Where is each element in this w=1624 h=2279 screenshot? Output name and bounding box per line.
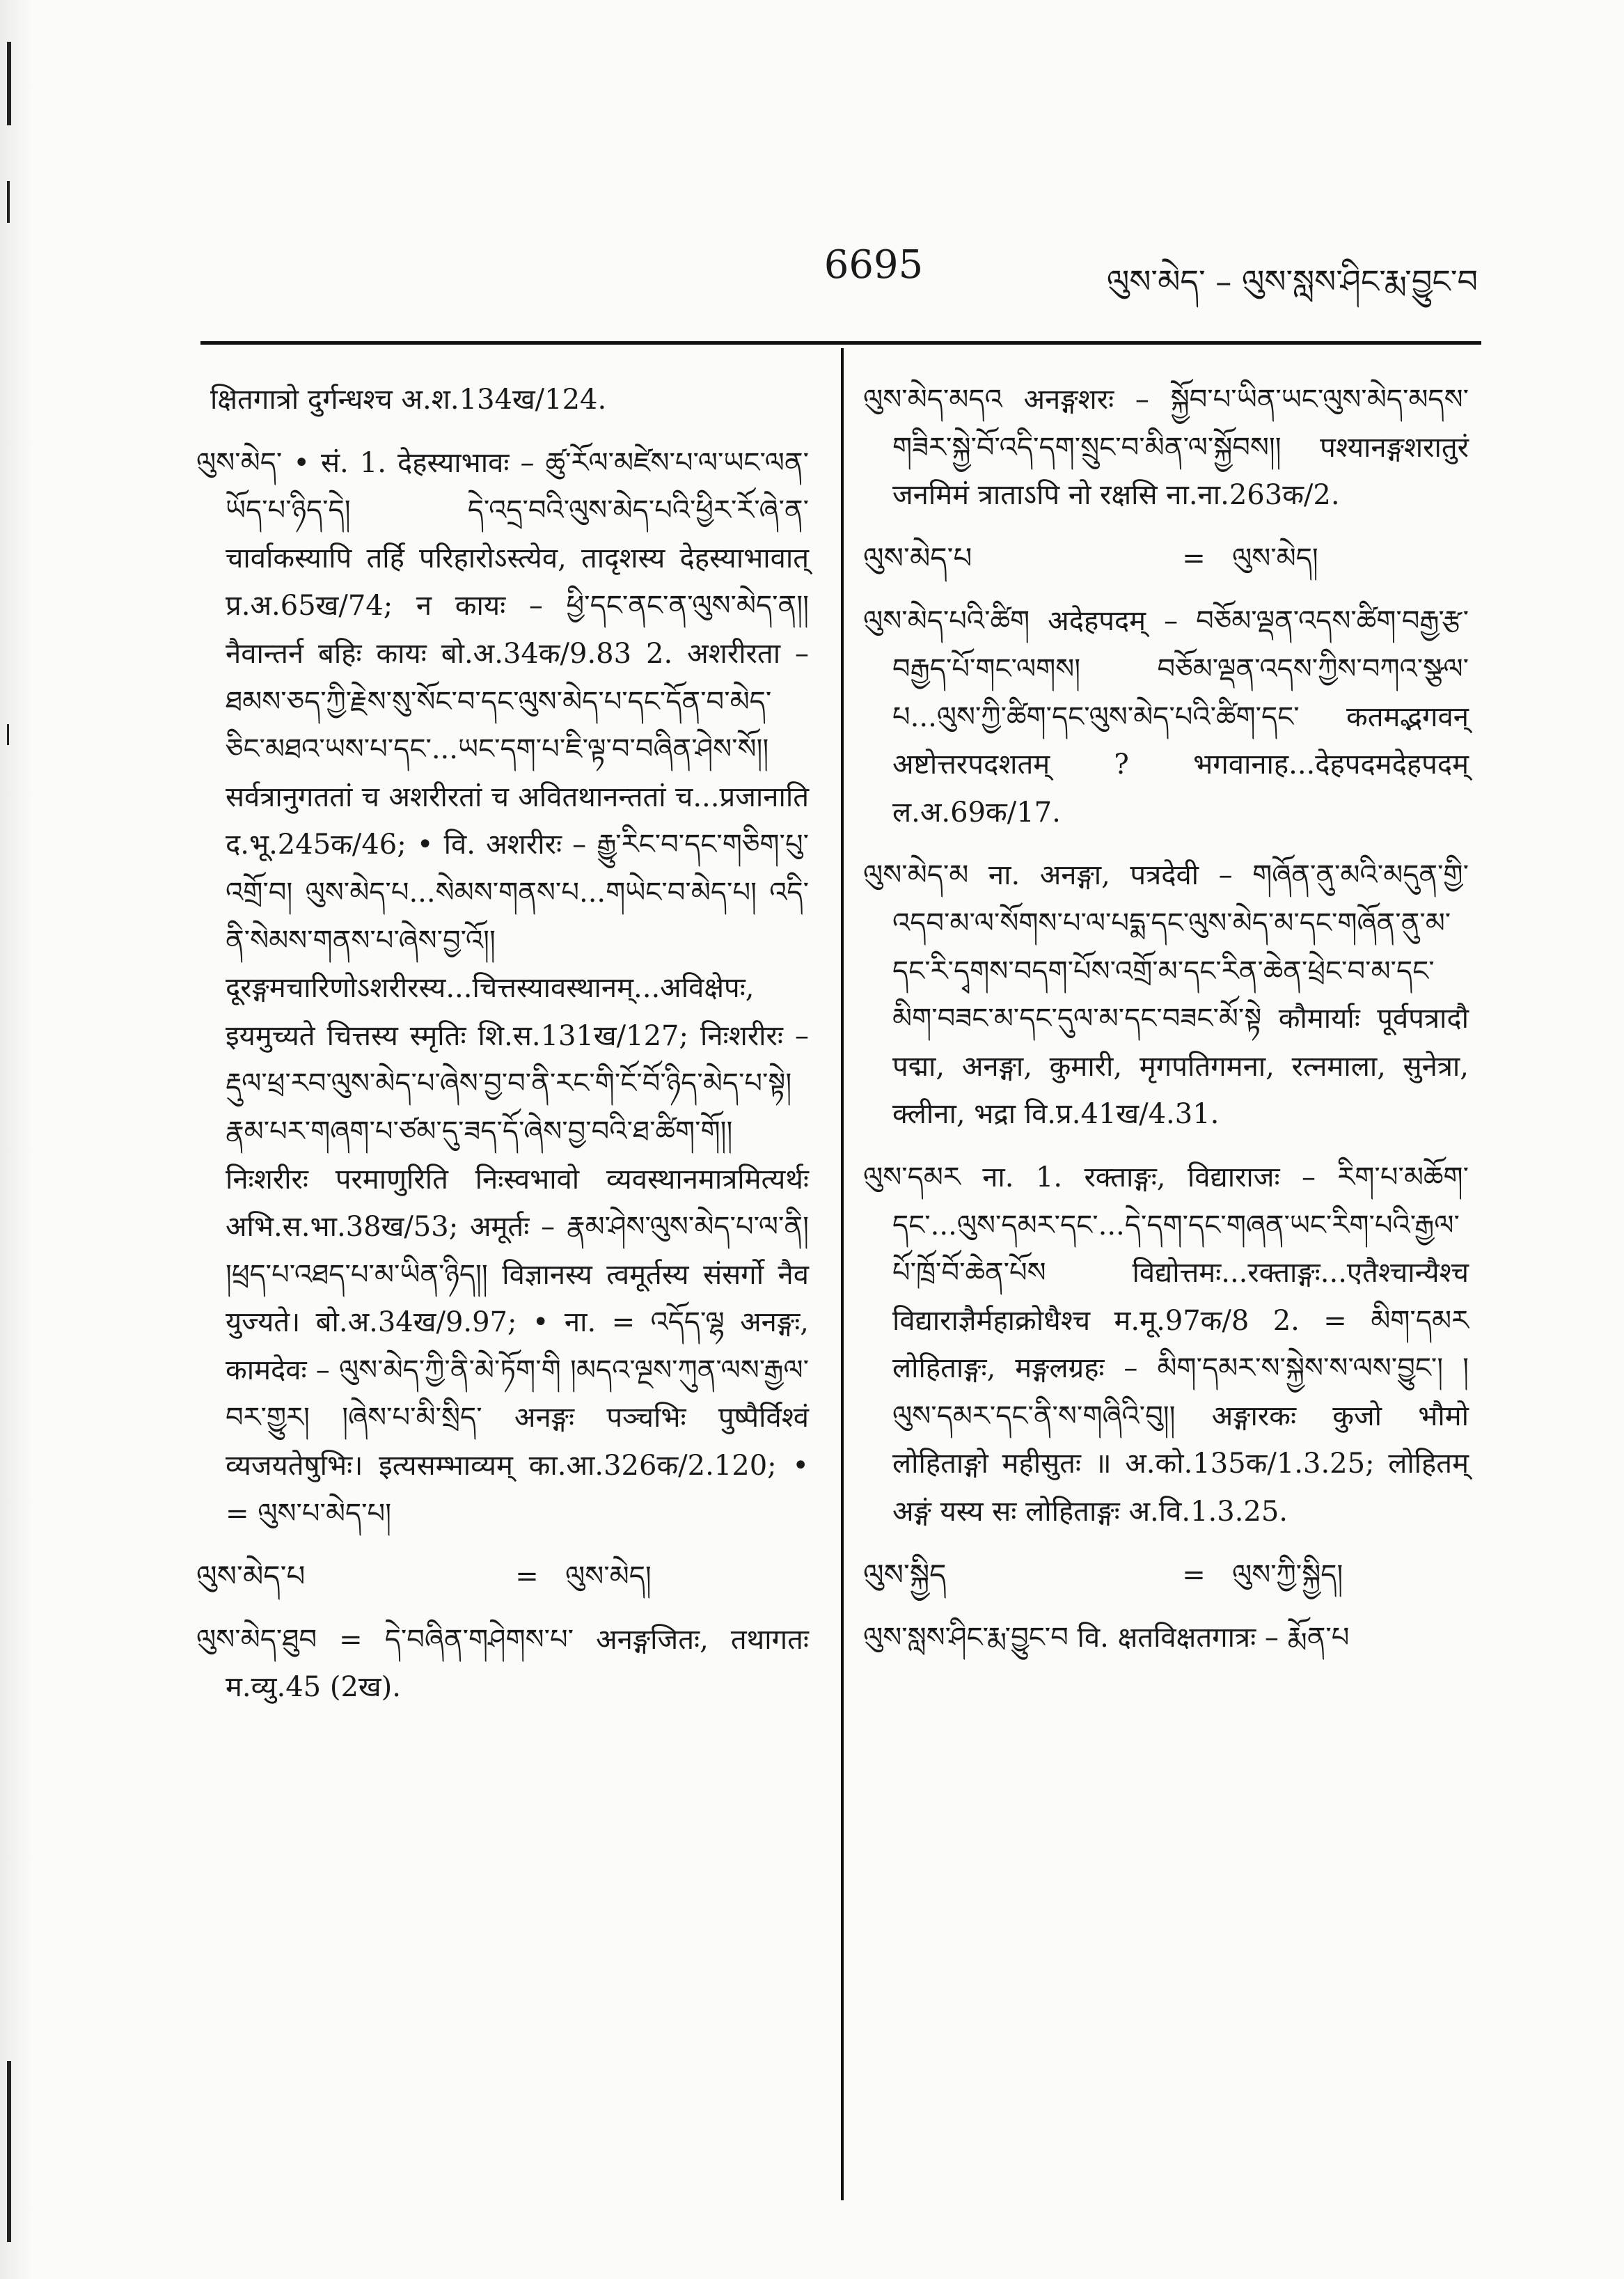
cross-reference-target: ལུས་ཀྱི་སྐྱིད། xyxy=(1232,1558,1343,1591)
dictionary-entry: ལུས་མེད་མ ना. अनङ्गा, पत्रदेवी – གཞོན་ནུ་མའི་མདུན་གྱི་འདབ་མ་ལ་སོགས་པ་ལ་པདྨ་དང་ལུས་མེད་མ་དང་གཞོན་ནུ་མ་དང་རི་དྭགས་བདག་པོས་འགྲོ་མ་དང་རིན་ཆེན་ཕྲེང་བ་མ་དང་མིག་བཟང་མ་དང་དུལ་མ་དང་བཟང་མོ་སྟེ कौमार्याः पूर्वपत्रादौ पद्मा, अनङ्गा, कुमारी, मृगपतिगमना, रत्नमाला, सुनेत्रा, क्लीना, भद्रा वि.प्र.41ख/4.31. xyxy=(863,859,1469,1131)
scan-edge-mark xyxy=(7,2061,11,2242)
dictionary-entry: ལུས་སླས་ཤིང་རྨ་བྱུང་བ वि. क्षतविक्षतगात्रः – རྨོན་པ xyxy=(863,1622,1350,1654)
running-head: ལུས་མེད་ – ལུས་སླས་ཤིང་རྨ་བྱུང་བ xyxy=(1106,263,1478,300)
scan-edge-mark xyxy=(7,181,10,223)
dictionary-entry: ལུས་མེད་མདའ अनङ्गशरः – སྐྱོབ་པ་ཡིན་ཡང་ལུས་མེད་མདས་གཟིར་སྐྱེ་བོ་འདི་དག་སྲུང་བ་མིན་ལ་སྐྱོབས།། पश्यानङ्गशरातुरं जनमिमं त्राताऽपि नो रक्षसि ना.ना.263क/2. xyxy=(863,384,1469,512)
equals-sign: = xyxy=(1182,542,1206,574)
equals-sign: = xyxy=(1182,1558,1206,1591)
dictionary-entry: ལུས་མེད་ཐུབ = དེ་བཞིན་གཤེགས་པ་ अनङ्गजितः, तथागतः म.व्यु.45 (2ख). xyxy=(196,1623,809,1704)
column-divider xyxy=(841,348,844,2200)
cross-reference-target: ལུས་མེད། xyxy=(565,1560,652,1593)
dictionary-entry-continuation: क्षितगात्रो दुर्गन्धश्च अ.श.134ख/124. xyxy=(210,384,607,416)
equals-sign: = xyxy=(515,1560,539,1593)
dictionary-entry: ལུས་དམར ना. 1. रक्ताङ्गः, विद्याराजः – རིག་པ་མཆོག་དང་...ལུས་དམར་དང་...དེ་དག་དང་གཞན་ཡང་རིག་པའི་རྒྱལ་པོ་ཁྲོ་བོ་ཆེན་པོས विद्योत्तमः...रक्ताङ्गः...एतैश्चान्यैश्च विद्याराज्ञैर्महाक्रोधैश्च म.मू.97क/8 2. = མིག་དམར लोहिताङ्गः, मङ्गलग्रहः – མིག་དམར་ས་སྐྱེས་ས་ལས་བྱུང་། །ལུས་དམར་དང་ནི་ས་གཞིའི་བུ།། अङ्गारकः कुजो भौमो लोहिताङ्गो महीसुतः ॥ अ.को.135क/1.3.25; लोहितम् अङ्गं यस्य सः लोहिताङ्गः अ.वि.1.3.25. xyxy=(863,1161,1469,1528)
dictionary-entry: ལུས་མེད་ • सं. 1. देहस्याभावः – ཚུ་རོལ་མཛེས་པ་ལ་ཡང་ལན་ཡོད་པ་ཉིད་དེ། དེ་འདྲ་བའི་ལུས་མེད་པའི་ཕྱིར་རོ་ཞེ་ན་ चार्वाकस्यापि तर्हि परिहारोऽस्त्येव, तादृशस्य देहस्याभावात् प्र.अ.65ख/74; न कायः – ཕྱི་དང་ནང་ན་ལུས་མེད་ན།། नैवान्तर्न बहिः कायः बो.अ.34क/9.83 2. अशरीरता – ཐམས་ཅད་ཀྱི་རྗེས་སུ་སོང་བ་དང་ལུས་མེད་པ་དང་དོན་བ་མེད་ཅིང་མཐའ་ཡས་པ་དང་...ཡང་དག་པ་ཇི་ལྟ་བ་བཞིན་ཤེས་སོ།། सर्वत्रानुगततां च अशरीरतां च अवितथानन्ततां च...प्रजानाति द.भू.245क/46; • वि. अशरीरः – རྒྱུ་རིང་བ་དང་གཅིག་པུ་འགྲོ་བ། ལུས་མེད་པ...སེམས་གནས་པ...གཡེང་བ་མེད་པ། འདི་ནི་སེམས་གནས་པ་ཞེས་བྱ་འོ།། दूरङ्गमचारिणोऽशरीरस्य...चित्तस्यावस्थानम्...अविक्षेपः, इयमुच्यते चित्तस्य स्मृतिः शि.स.131ख/127; निःशरीरः – རྡུལ་ཕྲ་རབ་ལུས་མེད་པ་ཞེས་བྱ་བ་ནི་རང་གི་ངོ་བོ་ཉིད་མེད་པ་སྟེ། རྣམ་པར་གཞག་པ་ཙམ་དུ་ཟད་དོ་ཞེས་བྱ་བའི་ཐ་ཚིག་གོ།། निःशरीरः परमाणुरिति निःस्वभावो व्यवस्थानमात्रमित्यर्थः अभि.स.भा.38ख/53; अमूर्तः – རྣམ་ཤེས་ལུས་མེད་པ་ལ་ནི། །ཕྲད་པ་འཐད་པ་མ་ཡིན་ཉིད།། विज्ञानस्य त्वमूर्तस्य संसर्गो नैव युज्यते। बो.अ.34ख/9.97; • ना. = འདོད་ལྷ अनङ्गः, कामदेवः – ལུས་མེད་ཀྱི་ནི་མེ་ཏོག་གི །མདའ་ལྔས་ཀུན་ལས་རྒྱལ་བར་གྱུར། །ཞེས་པ་མི་སྲིད་ अनङ्गः पञ्चभिः पुष्पैर्विश्वं व्यजयतेषुभिः। इत्यसम्भाव्यम् का.आ.326क/2.120; • = ལུས་པ་མེད་པ། xyxy=(196,446,809,1530)
cross-reference-entry xyxy=(196,1553,809,1601)
cross-reference-entry xyxy=(863,1551,1469,1599)
dictionary-entry: ལུས་མེད་པའི་ཚིག अदेहपदम् – བཅོམ་ལྡན་འདས་ཚིག་བརྒྱ་རྩ་བརྒྱད་པོ་གང་ལགས། བཅོམ་ལྡན་འདས་ཀྱིས་བཀའ་སྩལ་པ...ལུས་ཀྱི་ཚིག་དང་ལུས་མེད་པའི་ཚིག་དང་ कतमद्भगवन् अष्टोत्तरपदशतम् ? भगवानाह...देहपदमदेहपदम् ल.अ.69क/17. xyxy=(863,605,1469,829)
scan-edge-mark xyxy=(7,42,11,125)
scan-edge xyxy=(0,0,33,2279)
headword: ལུས་མེད་པ xyxy=(196,1559,306,1594)
header-rule xyxy=(200,341,1481,345)
scan-edge-mark xyxy=(7,724,9,745)
headword: ལུས་སྐྱིད xyxy=(863,1557,947,1592)
page-header xyxy=(0,242,1624,305)
headword: ལུས་མེད་པ xyxy=(863,540,972,575)
left-column xyxy=(196,376,809,1727)
cross-reference-entry xyxy=(863,535,1469,583)
cross-reference-target: ལུས་མེད། xyxy=(1232,542,1318,574)
right-column xyxy=(863,376,1469,1677)
page-number: 6695 xyxy=(823,242,924,288)
